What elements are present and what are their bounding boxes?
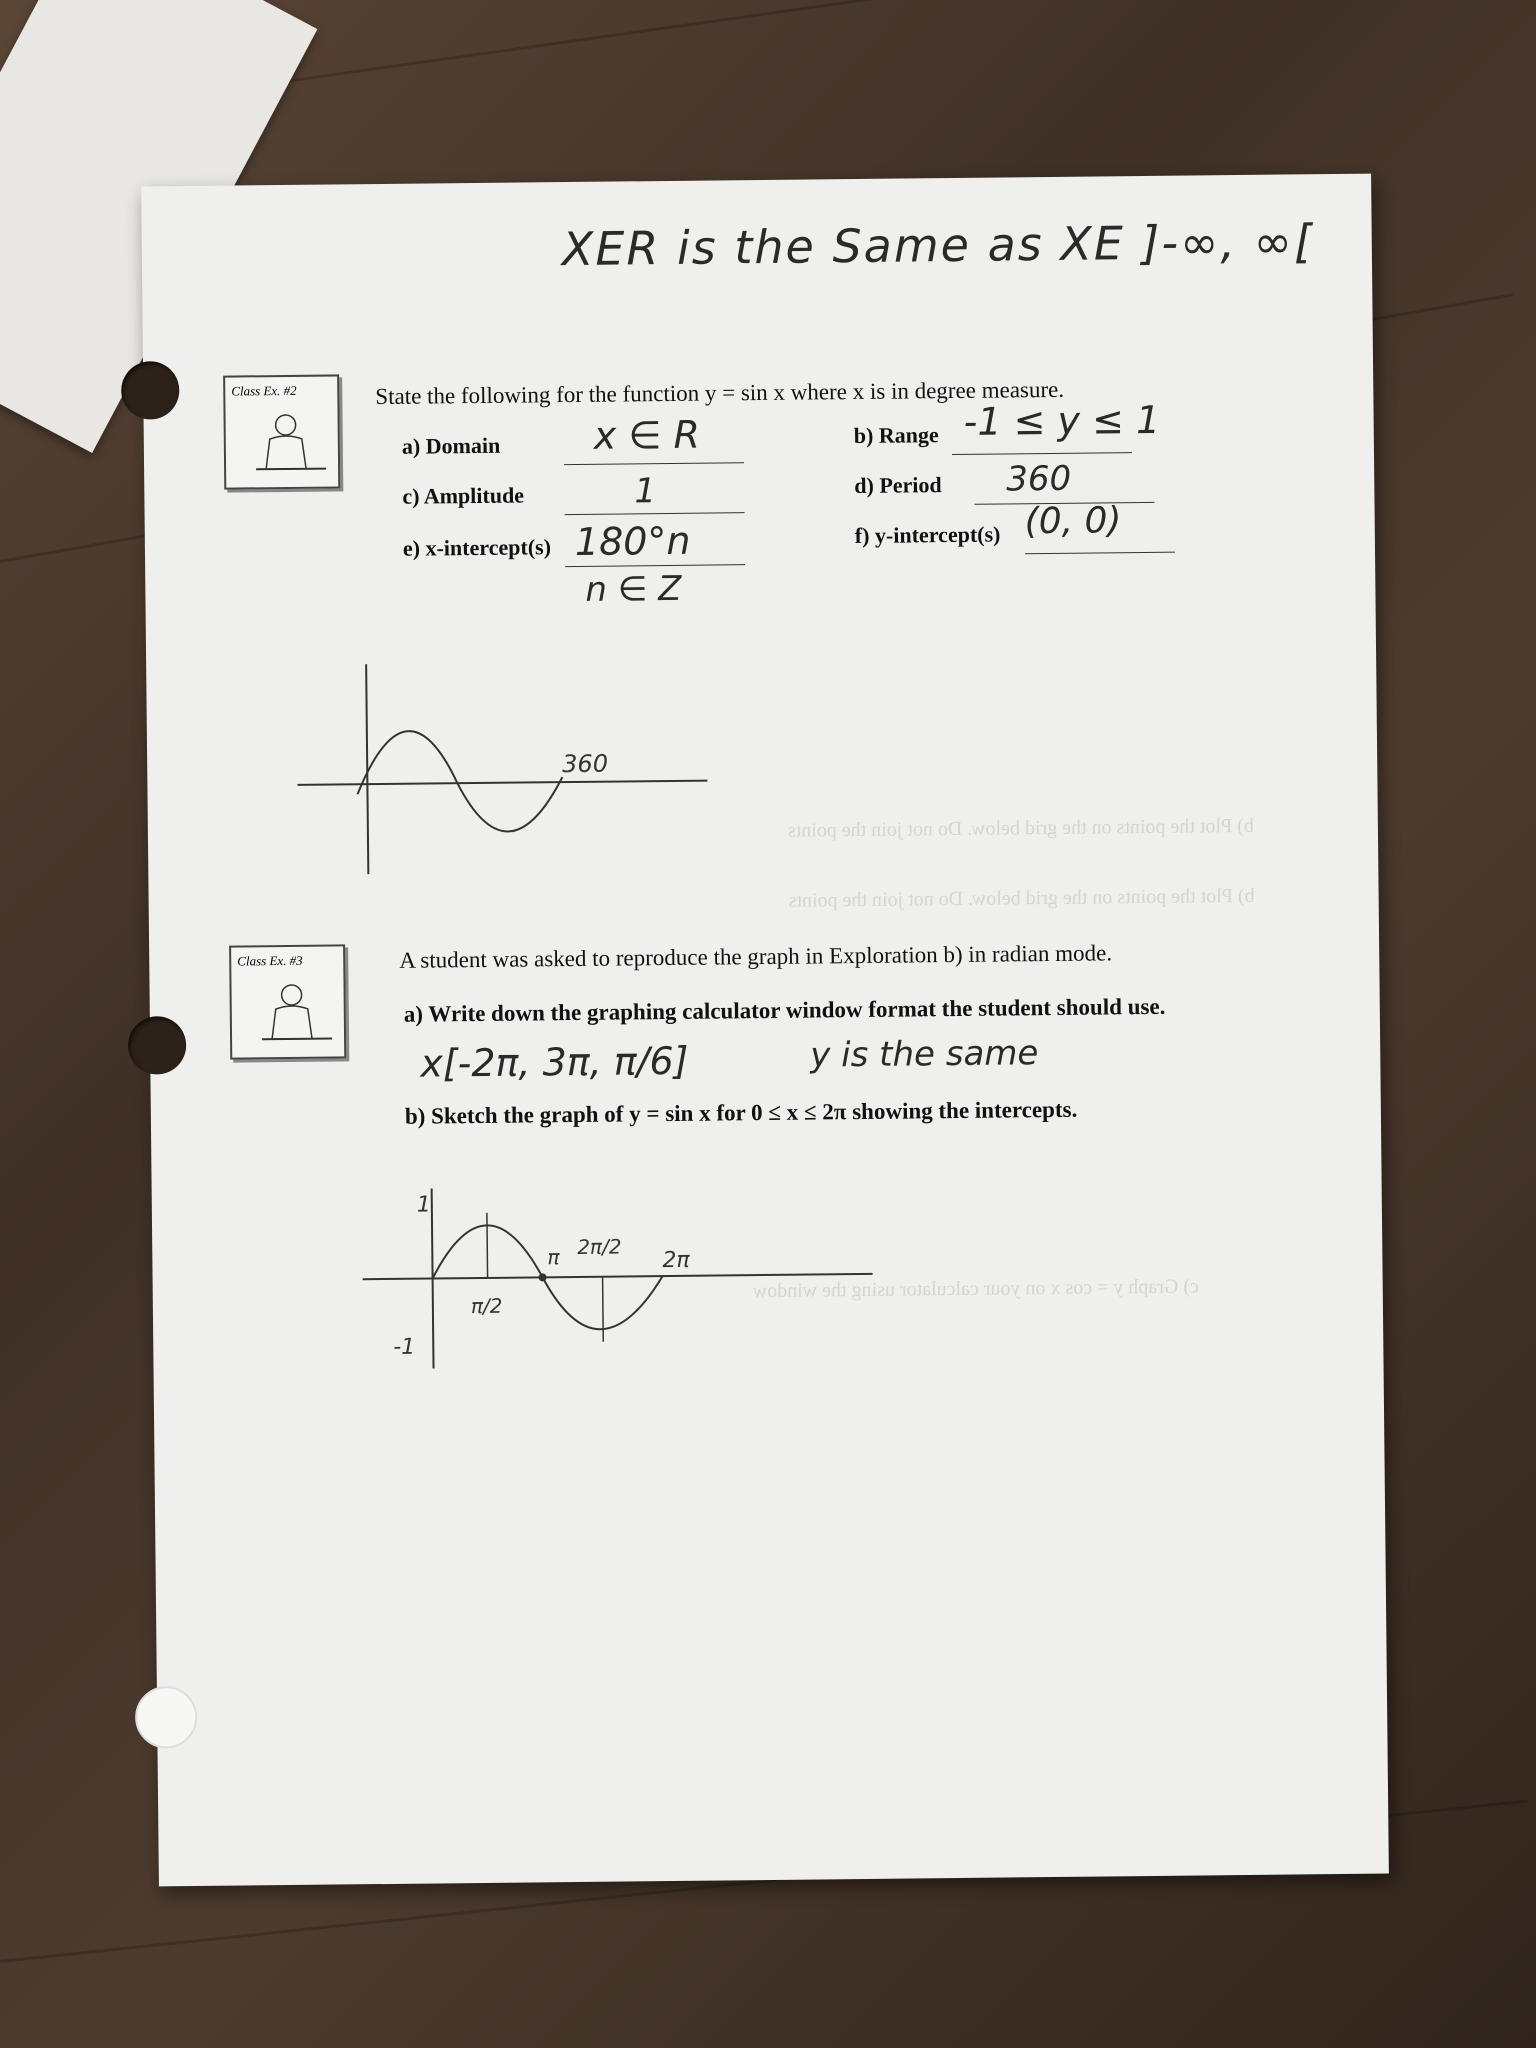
period-answer: 360 (1006, 458, 1072, 500)
binder-hole (121, 361, 180, 420)
y-bottom-label: -1 (393, 1334, 416, 1360)
yint-answer: (0, 0) (1024, 500, 1122, 543)
yint-label: f) y-intercept(s) (854, 521, 1001, 549)
amplitude-line (565, 512, 745, 515)
xint-label: e) x-intercept(s) (402, 534, 552, 561)
domain-label: a) Domain (401, 432, 501, 459)
radian-sine-sketch (362, 1179, 884, 1374)
badge-label: Class Ex. #3 (237, 952, 303, 969)
ex3-part-a-answer: x[-2π, 3π, π/6] (420, 1038, 689, 1086)
peak-guide (487, 1213, 488, 1278)
badge-label: Class Ex. #2 (231, 382, 297, 399)
xint-answer-set: n ∈ Z (585, 568, 682, 610)
ex3-part-b: b) Sketch the graph of y = sin x for 0 ≤ x ≤ 2π showing the intercepts. (404, 1096, 1078, 1129)
range-answer: -1 ≤ y ≤ 1 (963, 397, 1161, 444)
trough-guide (603, 1277, 604, 1342)
yint-line (1025, 552, 1175, 555)
y-top-label: 1 (416, 1192, 431, 1218)
handwritten-header: XER is the Same as XE ]-∞, ∞[ (561, 214, 1315, 277)
xint-answer: 180°n (574, 518, 691, 564)
teacher-icon (231, 946, 344, 1057)
domain-answer: x ∈ R (593, 412, 701, 458)
class-ex-2-badge (223, 374, 340, 489)
teacher-icon (225, 376, 338, 487)
bleed-through-text: b) Plot the points on the grid below. Do not join the points (787, 814, 1254, 842)
ex3-part-a: a) Write down the graphing calculator window format the student should use. (403, 993, 1166, 1027)
pi-label: π (547, 1245, 560, 1270)
intercept-point (539, 1273, 547, 1281)
sine-curve (357, 730, 563, 834)
x-axis (297, 781, 707, 785)
range-line (952, 452, 1132, 455)
amplitude-answer: 1 (634, 471, 657, 512)
degree-sine-sketch (296, 660, 718, 884)
domain-line (564, 462, 744, 465)
x-axis (363, 1274, 873, 1279)
worksheet-page (141, 174, 1389, 1887)
ex3-part-a-note: y is the same (810, 1033, 1039, 1076)
binder-hole (128, 1016, 187, 1075)
class-ex-3-badge (229, 944, 346, 1059)
bleed-through-text: b) Plot the points on the grid below. Do not join the points (788, 884, 1255, 912)
ex3-prompt: A student was asked to reproduce the graph in Exploration b) in radian mode. (399, 940, 1113, 973)
binder-hole (135, 1686, 198, 1749)
two-pi-label: 2π (662, 1247, 690, 1274)
pi-over-2-label: π/2 (470, 1293, 503, 1319)
range-label: b) Range (853, 422, 939, 449)
amplitude-label: c) Amplitude (402, 482, 525, 509)
sketch-360-label: 360 (562, 749, 609, 779)
three-pi-over-2-label: 2π/2 (577, 1234, 622, 1259)
period-label: d) Period (854, 472, 942, 499)
xint-line (565, 564, 745, 567)
ex2-prompt: State the following for the function y = sin x where x is in degree measure. (375, 376, 1065, 410)
bleed-through-text: c) Graph y = cos x on your calculator using the window (752, 1275, 1199, 1303)
